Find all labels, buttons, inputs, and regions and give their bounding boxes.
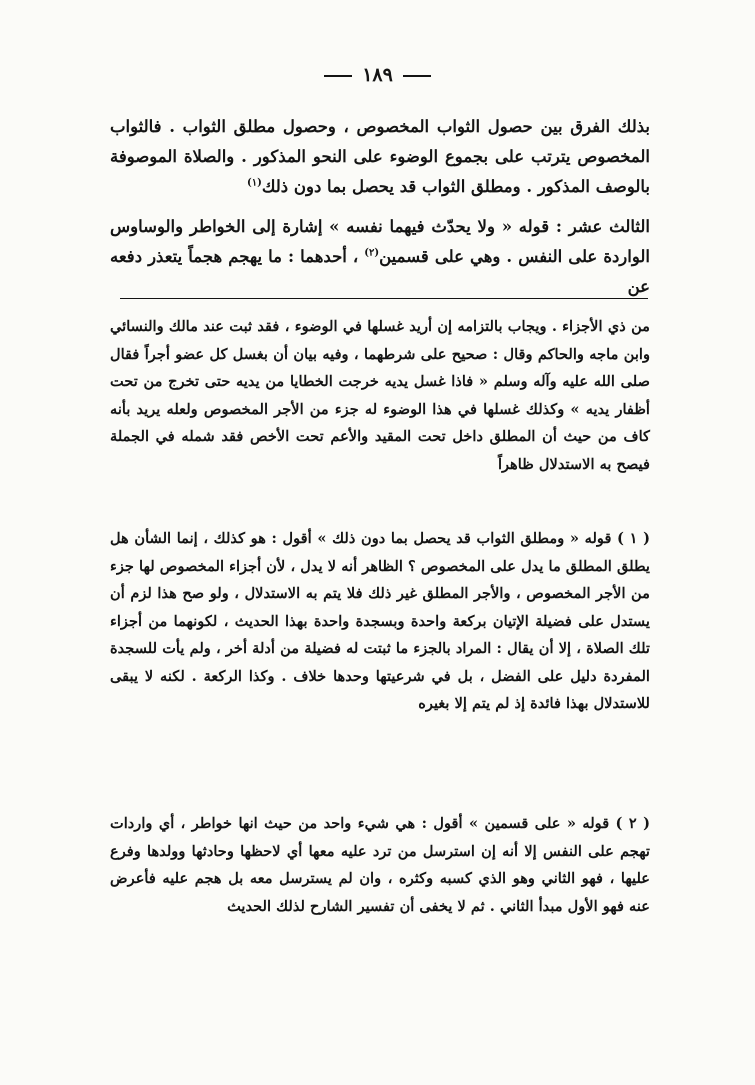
footnote-continuation-text: من ذي الأجزاء . ويجاب بالتزامه إن أريد غسلها في الوضوء ، فقد ثبت عند مالك والنسائي وابن ماجه والحاكم وقال : صحيح على شرطهما ، وفيه بيان أن بغسل كل عضو أجراً فقال صلى الله عليه وآله وسلم « فاذا غسل يديه خرجت الخطايا من يديه حتى تخرج من تحت أظفار يديه » وكذلك غسلها في هذا الوضوء له جزء من الأجر المخصوص ولعله يريد بأنه كاف من حيث أن المطلق داخل تحت المقيد والأعم تحت الأخص فقد شمله في الجملة فيصح به الاستدلال ظاهراً xyxy=(110,318,650,473)
page-number-text: ١٨٩ xyxy=(362,64,393,86)
page-number-dash-right xyxy=(403,75,431,77)
footnote-ref-2: (٢) xyxy=(364,247,380,259)
main-paragraph-2 xyxy=(110,212,650,302)
footnote-1-text: ( ١ ) قوله « ومطلق الثواب قد يحصل بما دون ذلك » أقول : هو كذلك ، إنما الشأن هل يطلق المطلق ما يدل على المخصوص ؟ الظاهر أنه لا يدل ، لأن أجزاء المخصوص لها جزء من الأجر المخصوص ، والأجر المطلق غير ذلك فلا يتم به الاستدلال ، ولو صح هذا لزم أن يستدل على فضيلة الإتيان بركعة واحدة وبسجدة واحدة بهذا الحديث ، لكونهما من أجزاء تلك الصلاة ، إلا أن يقال : المراد بالجزء ما ثبتت له فضيلة من أدلة أخر ، ولم يأت للسجدة المفردة دليل على الفضل ، بل في شرعيتها وحدها خلاف . وكذا الركعة . لكنه لا يبقى للاستدلال بهذا فائدة إذ لم يتم إلا بغيره xyxy=(110,530,650,712)
page-number xyxy=(0,64,755,86)
footnote-2-text: ( ٢ ) قوله « على قسمين » أقول : هي شيء واحد من حيث انها خواطر ، أي واردات تهجم على النفس إلا أنه إن استرسل من ترد عليه معها أي لاحظها وحادثها وولدها وفرع عليها ، فهو الثاني وهو الذي كسبه وكثره ، وان لم يسترسل معه بل هجم عليه فأعرض عنه فهو الأول مبدأ الثاني . ثم لا يخفى أن تفسير الشارح لذلك الحديث xyxy=(110,815,650,915)
footnote-continuation xyxy=(110,313,650,478)
main-paragraph-2-text-b: ، أحدهما : ما يهجم هجماً يتعذر دفعه عن xyxy=(110,247,650,296)
footnote-ref-1: (١) xyxy=(247,177,262,189)
main-text xyxy=(110,112,650,302)
page-number-dash-left xyxy=(324,75,352,77)
footnote-1 xyxy=(110,525,650,718)
footnote-separator xyxy=(120,298,648,299)
footnote-2 xyxy=(110,810,650,920)
main-paragraph-1 xyxy=(110,112,650,202)
main-paragraph-1-text: بذلك الفرق بين حصول الثواب المخصوص ، وحصول مطلق الثواب . فالثواب المخصوص يترتب على بجموع الوضوء على النحو المذكور . والصلاة الموصوفة بالوصف المذكور . ومطلق الثواب قد يحصل بما دون ذلك xyxy=(110,117,650,196)
main-paragraph-2-text-a: الثالث عشر : قوله « ولا يحدّث فيهما نفسه » إشارة إلى الخواطر والوساوس الواردة على النفس . وهي على قسمين xyxy=(110,217,650,266)
